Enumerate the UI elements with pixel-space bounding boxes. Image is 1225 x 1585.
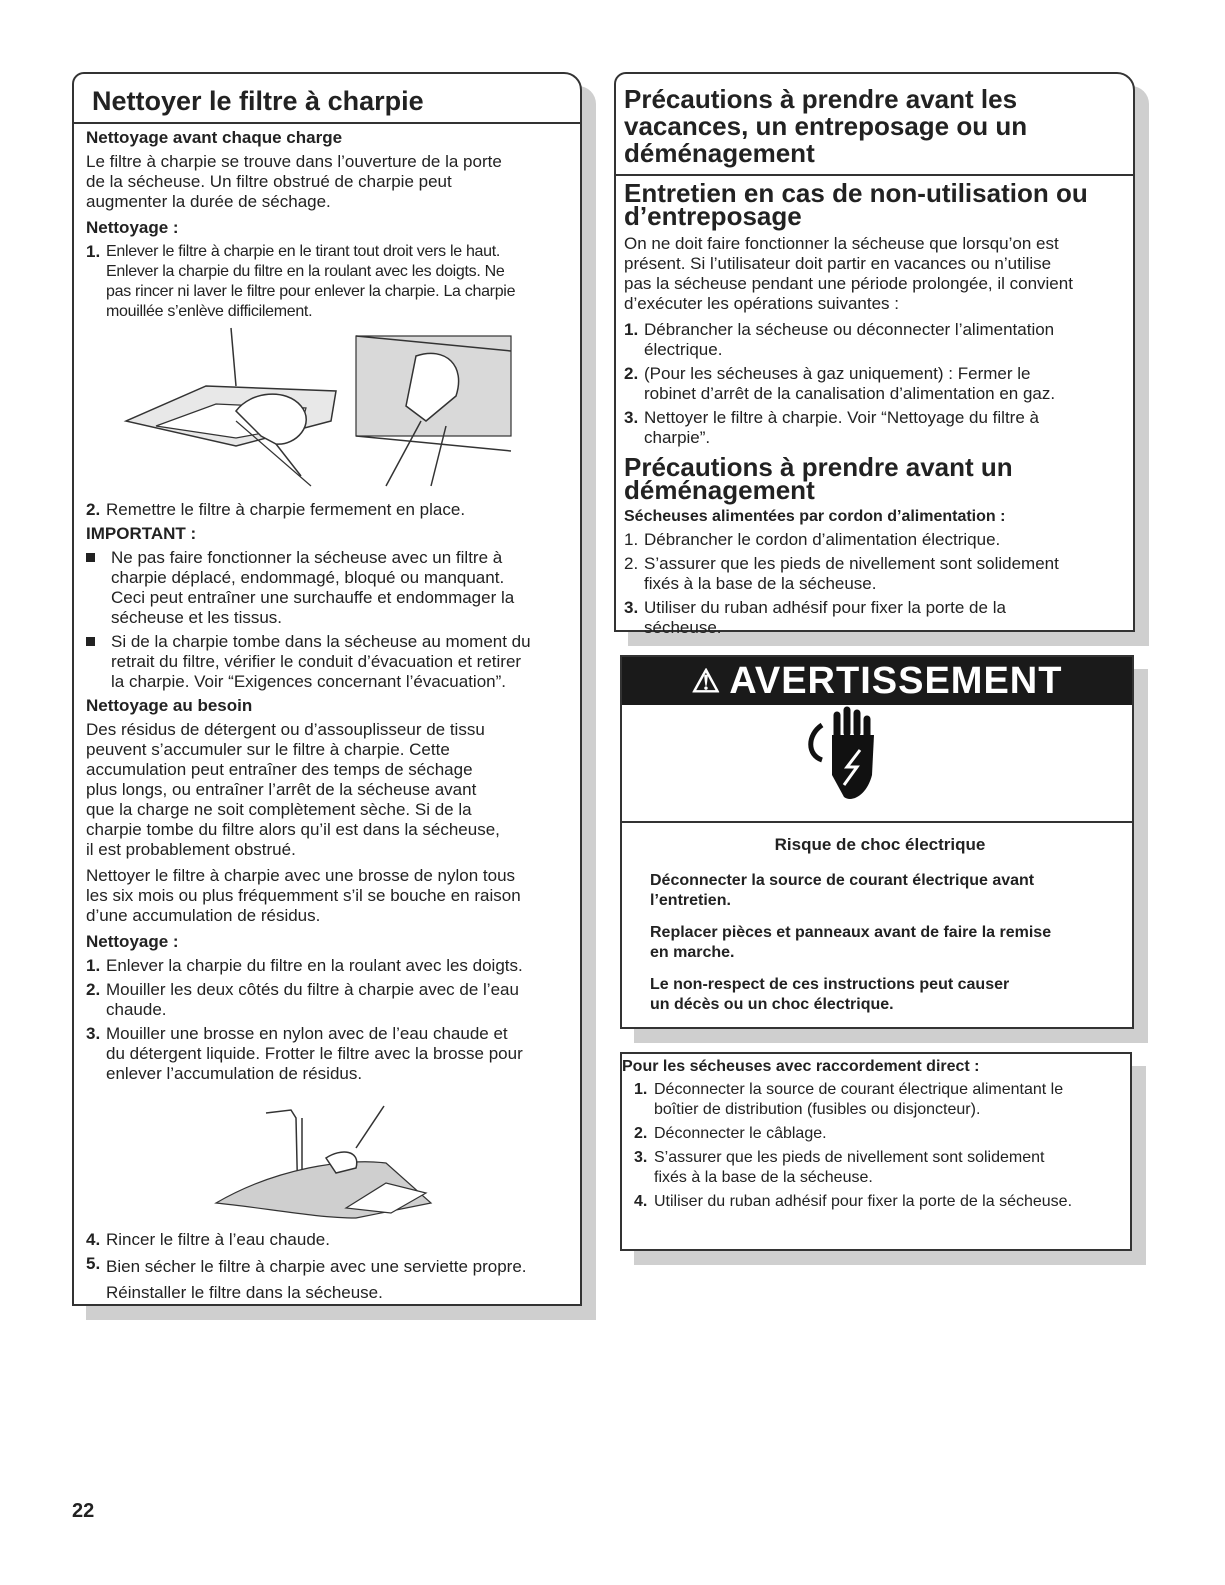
list-item: 1. Débrancher la sécheuse ou déconnecter l’alimentation électrique. [624,320,1055,359]
bullet-icon [86,553,95,562]
lint-filter-title: Nettoyer le filtre à charpie [92,86,424,116]
list-item: 1. Débrancher le cordon d’alimentation électrique. [624,530,1001,549]
electric-shock-icon [622,705,1132,821]
as-needed-heading: Nettoyage au besoin [86,696,253,715]
warning-panel [620,655,1134,1029]
title-divider [74,122,580,124]
list-item: 2. Remettre le filtre à charpie fermement en place. [86,500,466,519]
moving-heading: Précautions à prendre avant un déménagement [624,452,1013,505]
list-item: 1. Enlever le filtre à charpie en le tirant tout droit vers le haut. Enlever la charpie du filtre en la roulant avec les doigts. Ne pas rincer ni laver le filtre pour enlever la charpie. La charpie mouillée s’enlève difficilement. [86,242,516,320]
list-item: 5. Bien sécher le filtre à charpie avec une serviette propre. Réinstaller le filtre dans la sécheuse. [86,1254,527,1302]
residue-text: Des résidus de détergent ou d’assouplisseur de tissu peuvent s’accumuler sur le filtre à charpie. Cette accumulation peut entraîner des temps de séchage plus longs, ou entraîner l’arrêt de la sécheuse avant que la charge ne soit complètement sèche. Si de la charpie tombe du filtre alors qu’il est dans la sécheuse, il est probablement obstrué. [86,720,500,859]
list-item: 2. Mouiller les deux côtés du filtre à charpie avec de l’eau chaude. [86,980,519,1019]
list-item: 2. (Pour les sécheuses à gaz uniquement) : Fermer le robinet d’arrêt de la canalisation d’alimentation en gaz. [624,364,1056,403]
direct-wire-heading: Pour les sécheuses avec raccordement direct : [622,1058,980,1075]
cord-dryers-heading: Sécheuses alimentées par cordon d’alimentation : [624,508,1006,525]
storage-text: On ne doit faire fonctionner la sécheuse que lorsqu’on est présent. Si l’utilisateur doit partir en vacances ou n’utilise pas la sécheuse pendant une période prolongée, il convient d’exécuter les opérations suivantes : [624,234,1073,313]
list-item: 4. Utiliser du ruban adhésif pour fixer la porte de la sécheuse. [634,1193,1073,1210]
page-number: 22 [72,1500,95,1522]
list-item: 3. S’assurer que les pieds de nivellement sont solidement fixés à la base de la sécheuse. [634,1149,1045,1186]
warning-line: Le non-respect de ces instructions peut causer un décès ou un choc électrique. [650,976,1010,1013]
list-item: 1. Déconnecter la source de courant électrique alimentant le boîtier de distribution (fusibles ou disjoncteur). [634,1081,1064,1118]
filter-location-text: Le filtre à charpie se trouve dans l’ouverture de la porte de la sécheuse. Un filtre obstrué de charpie peut augmenter la durée de séchage. [86,152,502,211]
list-item: 3. Utiliser du ruban adhésif pour fixer la porte de la sécheuse. [624,598,1006,637]
title-divider [616,174,1133,176]
storage-heading: Entretien en cas de non-utilisation ou d’entreposage [624,178,1088,231]
warning-line: Déconnecter la source de courant électrique avant l’entretien. [650,872,1035,909]
list-item: 2. Déconnecter le câblage. [634,1125,827,1142]
list-item: 1. Enlever la charpie du filtre en la roulant avec les doigts. [86,956,523,975]
warning-line: Replacer pièces et panneaux avant de faire la remise en marche. [650,924,1052,961]
cleaning-heading-2: Nettoyage : [86,932,179,951]
list-item: 3. Nettoyer le filtre à charpie. Voir “Nettoyage du filtre à charpie”. [624,408,1039,447]
cleaning-heading: Nettoyage : [86,218,179,237]
before-each-load-heading: Nettoyage avant chaque charge [86,128,343,147]
important-heading: IMPORTANT : [86,524,197,543]
filter-washing-illustration [86,1088,571,1228]
list-item: 2. S’assurer que les pieds de nivellement sont solidement fixés à la base de la sécheuse. [624,554,1059,593]
warning-triangle-icon: ⚠ [691,663,722,699]
direct-wire-panel [620,1052,1132,1251]
warning-banner: ⚠ AVERTISSEMENT [622,657,1132,705]
shock-risk-text: Risque de choc électrique [774,835,986,854]
list-item: Si de la charpie tombe dans la sécheuse au moment du retrait du filtre, vérifier le conduit d’évacuation et retirer la charpie. Voir “Exigences concernant l’évacuation”. [86,632,571,692]
precautions-panel [614,72,1135,637]
list-item: Ne pas faire fonctionner la sécheuse avec un filtre à charpie déplacé, endommagé, bloqué ou manquant. Ceci peut entraîner une surchauffe et endommager la sécheuse et les tissus. [86,548,571,628]
nylon-brush-text: Nettoyer le filtre à charpie avec une brosse de nylon tous les six mois ou plus fréquemment s’il se bouche en raison d’une accumulation de résidus. [86,866,521,925]
bullet-icon [86,637,95,646]
list-item: 3. Mouiller une brosse en nylon avec de l’eau chaude et du détergent liquide. Frotter le filtre avec la brosse pour enlever l’accumulation de résidus. [86,1024,523,1083]
precautions-title: Précautions à prendre avant les vacances, un entreposage ou un déménagement [624,84,1028,168]
lint-filter-panel [72,72,582,1306]
shock-hazard-icon-area [622,705,1132,823]
list-item: 4. Rincer le filtre à l’eau chaude. [86,1230,330,1249]
filter-removal-illustration [86,326,571,496]
